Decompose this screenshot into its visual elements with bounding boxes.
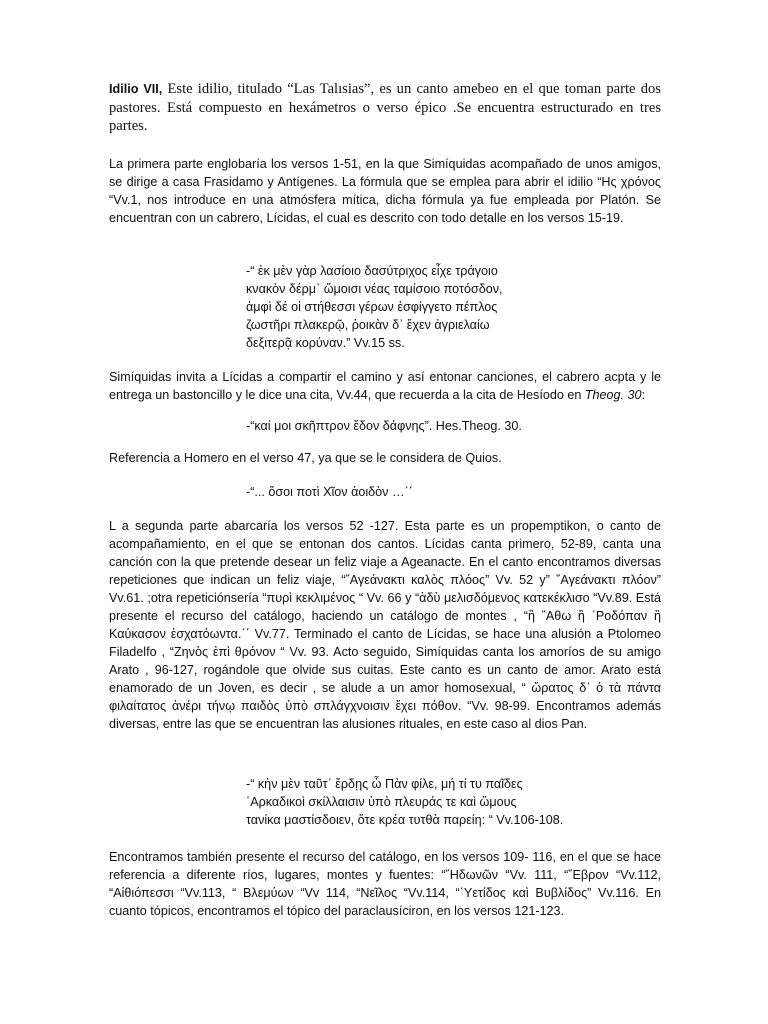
greek-quote-1 bbox=[246, 262, 666, 352]
theogony-reference: Theog. 30 bbox=[584, 388, 642, 402]
quote-line: ζωστῆρι πλακερῷ, ῥοικὰν δ᾽ ἔχεν ἀγριελαίω bbox=[246, 318, 490, 332]
paragraph-catalogue: Encontramos también presente el recurso del catálogo, en los versos 109- 116, en el que se hace referencia a diferente ríos, lugares, montes y fuentes: “῞Ηδωνῶν “Vv. 111, “῞Εβρον “Vv.112, “Αἰθιόπεσσι “Vv.113, “ Βλεμύων “Vv 114, “Νεῖλος “Vv.114, “῾Υετίδος καὶ Βυβλίδος” Vv.116. En cuanto tópicos, encontramos el tópico del paraclausíciron, en los versos 121-123. bbox=[109, 850, 661, 918]
quote-line: ῾Αρκαδικοὶ σκίλλαισιν ὑπὸ πλευράς τε καὶ ὤμους bbox=[246, 795, 517, 809]
quote-line: τανίκα μαστίσδοιεν, ὅτε κρέα τυτθὰ παρείη: “ Vv.106-108. bbox=[246, 813, 564, 827]
quote-line: κνακὸν δέρμ᾽ ὤμοισι νέας ταμίσοιο ποτόσδον, bbox=[246, 282, 503, 296]
paragraph-invitation-text: Simíquidas invita a Lícidas a compartir el camino y así entonar canciones, el cabrero acpta y le entrega un bastoncillo y le dice una cita, Vv.44, que recuerda a la cita de Hesíodo en bbox=[109, 370, 661, 402]
quote-line: -“ ἐκ μὲν γὰρ λασίοιο δασύτριχος εἶχε τράγοιο bbox=[246, 264, 498, 278]
greek-quote-4 bbox=[246, 775, 666, 829]
quote-line: -“ κἠν μὲν ταῦτ᾽ ἔρδῃς ὦ Πὰν φίλε, μή τί τυ παῖδες bbox=[246, 777, 523, 791]
paragraph-first-part: La primera parte englobaría los versos 1-51, en la que Simíquidas acompañado de unos amigos, se dirige a casa Frasidamo y Antígenes. La fórmula que se emplea para abrir el idilio “Ης χρόνος “Vv.1, nos introduce en una atmósfera mítica, dicha fórmula ya fue empleada por Platón. Se encuentran con un cabrero, Lícidas, el cual es descrito con todo detalle en los versos 15-19. bbox=[109, 157, 661, 225]
greek-quote-2: -“καί μοι σκῆπτρον ἔδον δάφνης”. Hes.Theog. 30. bbox=[246, 419, 522, 433]
intro-label: Idilio VII, bbox=[109, 82, 163, 96]
paragraph-homer: Referencia a Homero en el verso 47, ya que se le considera de Quios. bbox=[109, 451, 502, 465]
quote-line: ἀμφὶ δέ οἱ στήθεσσι γέρων ἐσφίγγετο πέπλος bbox=[246, 300, 498, 314]
paragraph-second-part: L a segunda parte abarcaría los versos 52 -127. Esta parte es un propemptikon, o canto de acompañamiento, en el que se entonan dos cantos. Lícidas canta primero, 52-89, canta una canción con la que pretende desear un feliz viaje a Ageanacte. En el canto encontramos diversas repeticiones que indican un feliz viaje, “῞Αγεάνακτι καλὸς πλόος” Vv. 52 y” ῞Αγεάνακτι πλόον” Vv.61. ;otra repeticiónsería “πυρὶ κεκλιμένος “ Vv. 66 y “ἁδὺ μελισδόμενος κατεκέκλισο “Vv.89. Está presente el recurso del catálogo, haciendo un catálogo de montes , “ἢ ῞Αθω ἢ ῾Ροδόπαν ἢ Καύκασον ἐσχατόωντα.΄΄ Vv.77. Terminado el canto de Lícidas, se hace una alusión a Ptolomeo Filadelfo , “Ζηνὸς ἐπὶ θρόνον “ Vv. 93. Acto seguido, Simíquidas canta los amoríos de su amigo Arato , 96-127, rogándole que olvide sus cuitas. Este canto es un canto de amor. Arato está enamorado de un Joven, es decir , se alude a un amor homosexual, “ ὤρατος δ᾽ ὁ τὰ πάντα φιλαίτατος ἀνέρι τήνῳ παιδὸς ὑπὸ σπλάγχνοισιν ἔχει πόθον. “Vv. 98-99. Encontramos además diversas, entre las que se encuentran las alusiones rituales, en este caso al dios Pan. bbox=[109, 519, 661, 731]
quote-line: δεξιτερᾷ κορύναν.” Vv.15 ss. bbox=[246, 336, 405, 350]
paragraph-invitation bbox=[109, 368, 661, 404]
paragraph-invitation-end: : bbox=[641, 388, 646, 402]
intro-paragraph bbox=[109, 80, 661, 136]
greek-quote-3: -“... ὅσοι ποτὶ Χῖον ἀοιδὸν …΄΄ bbox=[246, 485, 413, 499]
intro-text: Este idilio, titulado “Las Talısias”, es un canto amebeo en el que toman parte dos pastores. Está compuesto en hexámetros o verso épico .Se encuentra estructurado en tres partes. bbox=[109, 81, 661, 134]
